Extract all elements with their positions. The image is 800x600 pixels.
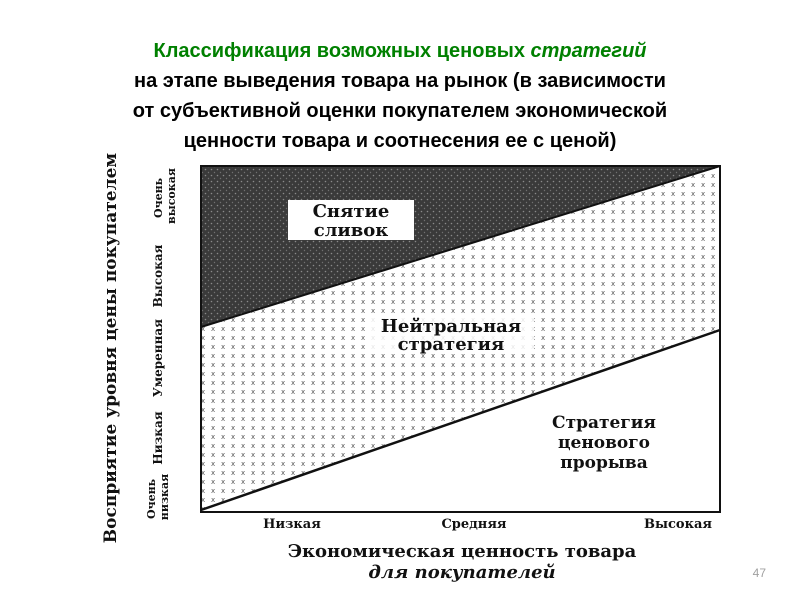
title-line-2: на этапе выведения товара на рынок (в зависимости	[134, 70, 666, 92]
y-tick-moderate: Умеренная	[151, 318, 165, 398]
title-line-1-text: Классификация возможных ценовых	[153, 40, 531, 62]
x-axis	[263, 517, 712, 583]
title-line-1-emphasis: стратегий	[530, 40, 647, 62]
title-line-4: ценности товара и соотнесения ее с ценой)	[183, 130, 617, 152]
y-axis	[101, 153, 178, 544]
y-tick-very-low	[145, 474, 171, 520]
neutral-label-line2: стратегия	[397, 334, 505, 355]
y-tick-very-high-line1: Очень	[152, 177, 165, 218]
y-tick-very-high	[152, 168, 178, 224]
title-line-3: от субъективной оценки покупателем экономической	[132, 100, 668, 122]
y-tick-very-low-line2: низкая	[158, 473, 171, 521]
x-tick-high: Высокая	[643, 517, 713, 532]
neutral-label-line1: Нейтральная	[380, 316, 522, 337]
skimming-label-line2: сливок	[313, 220, 389, 241]
y-tick-low: Низкая	[151, 411, 165, 465]
penetration-label-line3: прорыва	[560, 453, 648, 473]
x-axis-label-line2: для покупателей	[368, 562, 556, 583]
skimming-label-line1: Снятие	[312, 201, 390, 222]
y-tick-high: Высокая	[151, 244, 165, 308]
y-tick-very-low-line1: Очень	[145, 478, 158, 519]
penetration-label-line1: Стратегия	[552, 413, 656, 433]
y-axis-label: Восприятие уровня цены покупателем	[101, 152, 121, 544]
x-tick-medium: Средняя	[441, 517, 507, 532]
page-number: 47	[752, 566, 766, 580]
x-axis-label-line1: Экономическая ценность товара	[287, 541, 637, 562]
penetration-label-line2: ценового	[557, 433, 651, 453]
y-tick-very-high-line2: высокая	[165, 168, 178, 224]
x-tick-low: Низкая	[263, 517, 321, 532]
